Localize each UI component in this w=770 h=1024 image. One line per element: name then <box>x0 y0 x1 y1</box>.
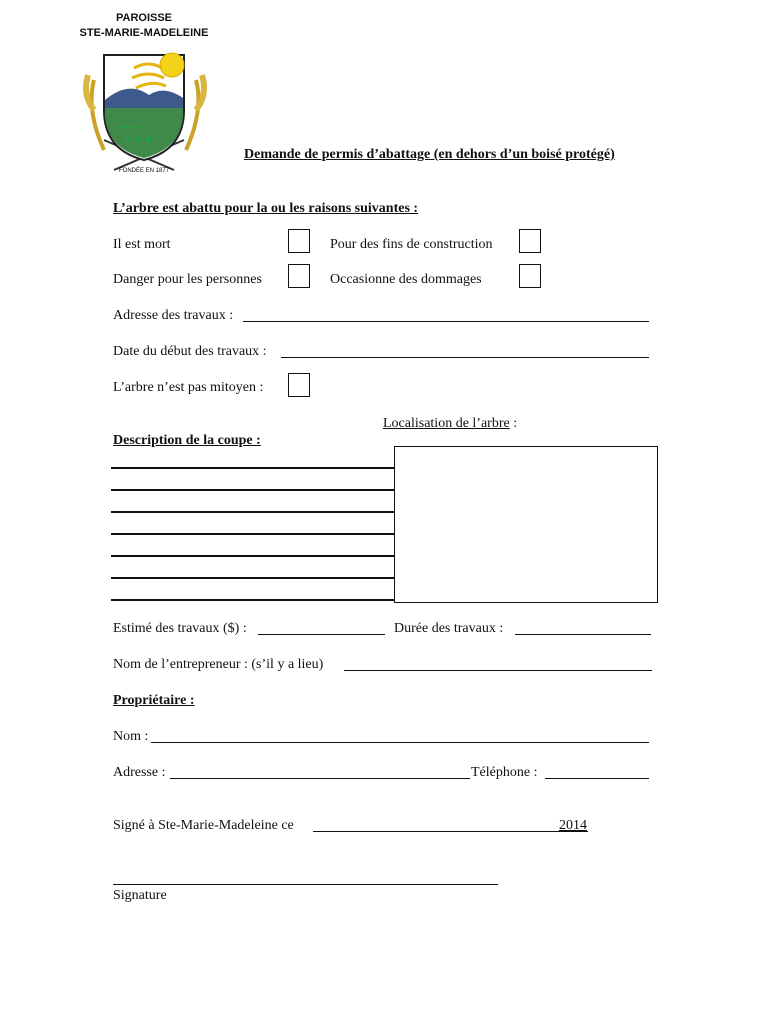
contractor-label: Nom de l’entrepreneur : (s’il y a lieu) <box>113 657 324 672</box>
description-line[interactable] <box>111 489 395 491</box>
location-box[interactable] <box>394 446 658 603</box>
owner-address-field[interactable] <box>170 778 470 779</box>
svg-text:+ + +: + + + <box>119 123 148 133</box>
svg-text:+ + +: + + + <box>124 135 153 145</box>
logo-line1: PAROISSE <box>115 12 173 24</box>
start-date-label: Date du début des travaux : <box>113 344 267 359</box>
form-title: Demande de permis d’abattage (en dehors d’un boisé protégé) <box>244 147 615 162</box>
signature-field[interactable] <box>113 884 498 885</box>
not-shared-checkbox[interactable] <box>288 373 310 397</box>
coat-of-arms-icon <box>74 40 214 180</box>
reason-dead-label: Il est mort <box>113 237 171 252</box>
signature-label: Signature <box>113 888 167 903</box>
reason-danger-checkbox[interactable] <box>288 264 310 288</box>
owner-name-field[interactable] <box>151 742 649 743</box>
signed-date-field[interactable] <box>313 831 588 832</box>
owner-phone-label: Téléphone : <box>471 765 538 780</box>
reason-dead-checkbox[interactable] <box>288 229 310 253</box>
description-line[interactable] <box>111 599 395 601</box>
reason-construction-label: Pour des fins de construction <box>330 237 493 252</box>
description-line[interactable] <box>111 577 395 579</box>
owner-heading: Propriétaire : <box>113 693 195 708</box>
reason-danger-label: Danger pour les personnes <box>113 272 262 287</box>
work-address-label: Adresse des travaux : <box>113 308 234 323</box>
parish-logo <box>74 8 214 178</box>
description-line[interactable] <box>111 533 395 535</box>
duration-label: Durée des travaux : <box>394 621 504 636</box>
signed-at-label: Signé à Ste-Marie-Madeleine ce <box>113 818 294 833</box>
owner-address-label: Adresse : <box>113 765 166 780</box>
description-line[interactable] <box>111 555 395 557</box>
reason-damage-checkbox[interactable] <box>519 264 541 288</box>
estimate-label: Estimé des travaux ($) : <box>113 621 247 636</box>
reason-damage-label: Occasionne des dommages <box>330 272 482 287</box>
duration-field[interactable] <box>515 634 651 635</box>
description-line[interactable] <box>111 467 395 469</box>
work-address-field[interactable] <box>243 321 649 322</box>
owner-name-label: Nom : <box>113 729 149 744</box>
contractor-field[interactable] <box>344 670 652 671</box>
not-shared-label: L’arbre n’est pas mitoyen : <box>113 380 264 395</box>
reason-construction-checkbox[interactable] <box>519 229 541 253</box>
signed-year: 2014 <box>559 818 587 833</box>
location-label <box>383 416 517 432</box>
description-line[interactable] <box>111 511 395 513</box>
logo-line2: STE-MARIE-MADELEINE <box>79 27 209 39</box>
owner-phone-field[interactable] <box>545 778 649 779</box>
location-label-text: Localisation de l’arbre <box>383 416 510 431</box>
estimate-field[interactable] <box>258 634 385 635</box>
reasons-heading: L’arbre est abattu pour la ou les raisons suivantes : <box>113 201 419 216</box>
cut-description-heading: Description de la coupe : <box>113 433 261 448</box>
start-date-field[interactable] <box>281 357 649 358</box>
location-label-colon: : <box>509 416 518 431</box>
logo-founded: FONDÉE EN 1877 <box>118 168 170 174</box>
